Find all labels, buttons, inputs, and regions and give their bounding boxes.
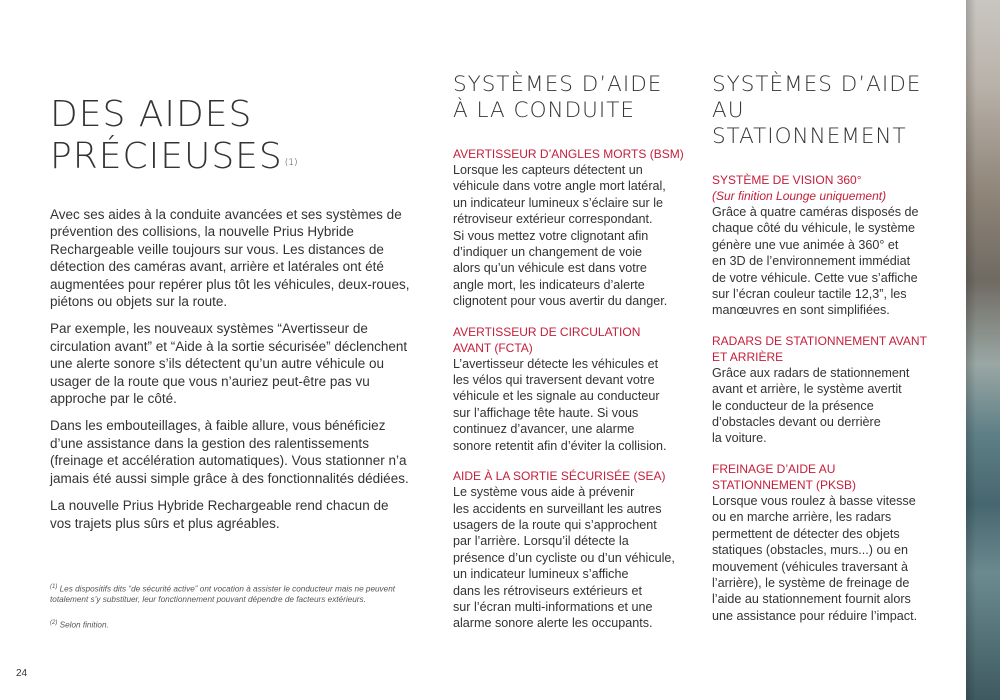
- feature-title: AIDE À LA SORTIE SÉCURISÉE (SEA): [453, 469, 666, 484]
- feature-body: Grâce à quatre caméras disposés de chaque côté du véhicule, le système génère une vue animée à 360° et en 3D de l’environnement immédiat de votre véhicule. Cette vue s’affiche sur l’écran couleur tactile 12,3”, les manœuvres en sont simplifiées.: [712, 205, 919, 318]
- footnote-1: [50, 582, 410, 606]
- feature-title: SYSTÈME DE VISION 360°: [712, 173, 862, 187]
- intro-text: [50, 206, 410, 542]
- page-title: [50, 94, 298, 178]
- feature-pksb: [712, 461, 952, 624]
- footnotes: [50, 582, 410, 643]
- footnote-text: Selon finition.: [59, 620, 109, 630]
- intro-paragraph: Dans les embouteillages, à faible allure, vous bénéficiez d’une assistance dans la gestion des ralentissements (freinage et accélération automatiques). Vous stationner n’a jamais été aussi simple grâce à des fonctionnalités dédiées.: [50, 418, 409, 486]
- feature-body: Grâce aux radars de stationnement avant et arrière, le système avertit le conducteur de la présence d’obstacles devant ou derrière la voiture.: [712, 365, 910, 446]
- parking-aids-column: [712, 72, 952, 638]
- feature-title: AVERTISSEUR DE CIRCULATION AVANT (FCTA): [453, 324, 641, 355]
- feature-fcta: [453, 324, 693, 454]
- footnote-text: Les dispositifs dits “de sécurité active” ont vocation à assister le conducteur mais ne peuvent totalement s’y substituer, leur fonctionnement pouvant dépendre de facteurs extérieurs.: [50, 584, 396, 605]
- feature-title: FREINAGE D’AIDE AU STATIONNEMENT (PKSB): [712, 461, 857, 492]
- footnote-2: [50, 618, 410, 631]
- feature-title: AVERTISSEUR D’ANGLES MORTS (BSM): [453, 147, 684, 161]
- feature-body: Lorsque les capteurs détectent un véhicule dans votre angle mort latéral, un indicateur lumineux s’éclaire sur le rétroviseur extérieur correspondant. Si vous mettez votre clignotant afin d’indiquer un changement de voie alors qu’un véhicule est dans votre angle mort, les indicateurs d’alerte clignotent pour vous avertir du danger.: [453, 163, 668, 309]
- feature-vision-360: [712, 172, 952, 319]
- column-heading: SYSTÈMES D’AIDE AU STATIONNEMENT: [712, 72, 922, 149]
- feature-sea: [453, 468, 693, 632]
- intro-paragraph: Avec ses aides à la conduite avancées et ses systèmes de prévention des collisions, la nouvelle Prius Hybride Rechargeable veille toujours sur vous. Les distances de détection des caméras avant, arrière et latérales ont été augmentées pour repérer plus tôt les véhicules, deux-roues, piétons ou objets sur la route.: [50, 207, 410, 310]
- title-footnote-mark: (1): [284, 158, 298, 168]
- feature-body: Lorsque vous roulez à basse vitesse ou en marche arrière, les radars permettent de détecter des objets statiques (obstacles, murs...) ou en mouvement (véhicules traversant à l’arrière), le système de freinage de l’aide au stationnement fournit alors une assistance pour réduire l’impact.: [712, 493, 918, 623]
- driving-aids-column: [453, 72, 693, 646]
- footnote-mark: (1): [50, 584, 58, 590]
- feature-subtitle: (Sur finition Lounge uniquement): [712, 189, 887, 203]
- column-heading: SYSTÈMES D’AIDE À LA CONDUITE: [453, 72, 663, 123]
- feature-body: L’avertisseur détecte les véhicules et les vélos qui traversent devant votre véhicule et les signale au conducteur sur l’affichage tête haute. Si vous continuez d’avancer, une alarme sonore retentit afin d’éviter la collision.: [453, 356, 667, 453]
- page-title-line-1: DES AIDES: [50, 94, 253, 135]
- intro-paragraph: Par exemple, les nouveaux systèmes “Avertisseur de circulation avant” et “Aide à la sortie sécurisée” déclenchent une alerte sonore s’ils détectent qu’un autre véhicule ou usager de la route que vous n’auriez peut-être pas vu approche par le côté.: [50, 321, 408, 407]
- feature-body: Le système vous aide à prévenir les accidents en surveillant les autres usagers de la route qui s’approchent par l’arrière. Lorsqu’il détecte la présence d’un cycliste ou d’un véhicule, un indicateur lumineux s’affiche dans les rétroviseurs extérieurs et sur l’écran multi-informations et une alarme sonore alerte les occupants.: [453, 485, 675, 631]
- feature-bsm: [453, 146, 693, 310]
- footnote-mark: (2): [50, 619, 58, 626]
- page-number: 24: [16, 668, 28, 679]
- feature-title: RADARS DE STATIONNEMENT AVANT ET ARRIÈRE: [712, 333, 927, 364]
- page-title-line-2: PRÉCIEUSES: [50, 136, 283, 177]
- intro-paragraph: La nouvelle Prius Hybride Rechargeable rend chacun de vos trajets plus sûrs et plus agréables.: [50, 498, 389, 531]
- photo-strip: [966, 0, 1000, 700]
- feature-parking-radars: [712, 333, 952, 447]
